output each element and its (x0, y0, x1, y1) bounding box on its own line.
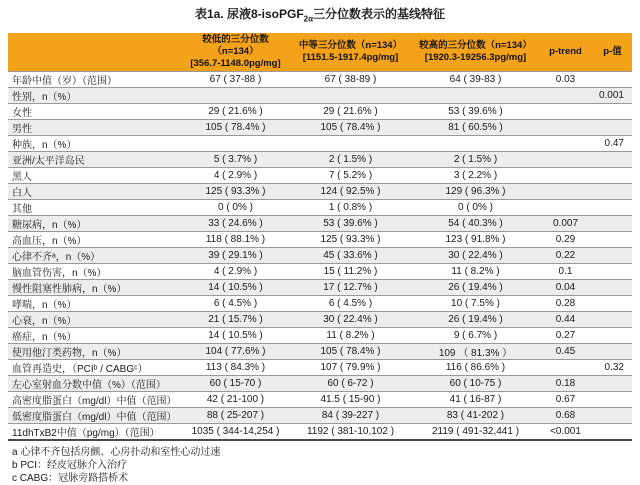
tertile1-value (183, 136, 288, 152)
tertile2-value: 29 ( 21.6% ) (323, 106, 378, 118)
tertile1-value: 1035 ( 344-14,254 ) (191, 426, 280, 438)
row-label: 血管再造史，（PCIᵇ / CABGᶜ） (12, 364, 148, 376)
p-value (593, 184, 632, 200)
p-value (593, 200, 632, 216)
tertile1-value: 88 ( 25-207 ) (206, 410, 265, 422)
tertile1-value: 33 ( 24.6% ) (208, 218, 263, 230)
table-row (8, 264, 632, 280)
table-row (8, 120, 632, 136)
tertile2-value (288, 88, 413, 104)
title-suffix: 三分位数表示的基线特征 (313, 7, 446, 21)
tertile2-value: 1 ( 0.8% ) (328, 202, 373, 214)
tertile1-value: 125 ( 93.3% ) (205, 186, 266, 198)
p-value (593, 408, 632, 424)
tertile2-value: 7 ( 5.2% ) (328, 170, 373, 182)
p-trend-value: 0.68 (555, 410, 576, 422)
tertile1-value: 42 ( 21-100 ) (206, 394, 265, 406)
table-row (8, 72, 632, 88)
tertile3-value: 64 ( 39-83 ) (449, 74, 502, 86)
p-value (593, 232, 632, 248)
row-label: 年龄中值（岁）（范围） (12, 76, 117, 88)
p-trend-value (538, 200, 593, 216)
tertile2-value: 15 ( 11.2% ) (323, 266, 378, 278)
tertile3-value: 129 ( 96.3% ) (445, 186, 506, 198)
tertile1-range: [356.7-1148.0pg/mg] (190, 58, 281, 70)
table-body (8, 72, 632, 441)
table-row (8, 408, 632, 424)
tertile1-value: 39 ( 29.1% ) (208, 250, 263, 262)
tertile1-value: 113 ( 84.3% ) (205, 362, 266, 374)
p-value (593, 168, 632, 184)
tertile2-range: [1151.5-1917.4pg/mg] (302, 52, 399, 64)
p-trend-value: 0.22 (555, 250, 576, 262)
p-value (593, 344, 632, 360)
tertile2-value: 124 ( 92.5% ) (320, 186, 381, 198)
p-value: 0.001 (598, 90, 624, 102)
p-value (593, 312, 632, 328)
p-trend-value: 0.04 (555, 282, 576, 294)
p-value (593, 264, 632, 280)
table-row (8, 88, 632, 104)
footnotes (8, 446, 632, 485)
footnote-c: c CABG：冠脉旁路搭桥术 (12, 473, 129, 485)
row-label: 脑血管伤害，n（%） (12, 268, 107, 280)
p-trend-value (538, 152, 593, 168)
table-row (8, 280, 632, 296)
tertile2-value: 30 ( 22.4% ) (323, 314, 378, 326)
tertile2-value: 53 ( 39.6% ) (323, 218, 378, 230)
p-trend-value (538, 120, 593, 136)
p-value (593, 152, 632, 168)
tertile2-value: 17 ( 12.7% ) (323, 282, 378, 294)
p-value (593, 72, 632, 88)
table-row (8, 392, 632, 408)
p-value (593, 280, 632, 296)
p-value (593, 424, 632, 441)
tertile1-value: 5 ( 3.7% ) (213, 154, 258, 166)
tertile3-value: 81 ( 60.5% ) (448, 122, 503, 134)
header-label-cell (8, 33, 183, 72)
tertile2-value: 105 ( 78.4% ) (320, 122, 381, 134)
row-label: 男性 (12, 124, 32, 136)
tertile3-value: 116 ( 86.6% ) (445, 362, 506, 374)
row-label: 左心室射血分数中值（%）（范围） (12, 380, 166, 392)
tertile3-value: 30 ( 22.4% ) (448, 250, 503, 262)
tertile3-title: 较高的三分位数（n=134） (419, 40, 532, 52)
table-row (8, 168, 632, 184)
p-trend-value: 0.45 (555, 346, 576, 358)
footnote-a: a 心律不齐包括房颤、心房扑动和室性心动过速 (12, 447, 221, 459)
tertile2-value: 125 ( 93.3% ) (320, 234, 381, 246)
row-label: 癌症，n（%） (12, 332, 77, 344)
table-header (8, 33, 632, 72)
tertile3-value: 3 ( 2.2% ) (453, 170, 498, 182)
p-trend-value: 0.29 (555, 234, 576, 246)
tertile3-value (413, 136, 538, 152)
row-label: 其他 (12, 204, 32, 216)
tertile2-value: 60 ( 6-72 ) (327, 378, 374, 390)
row-label: 种族，n（%） (12, 140, 77, 152)
p-value: 0.32 (604, 362, 624, 374)
header-tertile2-cell (288, 33, 413, 72)
p-trend-value: <0.001 (550, 426, 581, 438)
footnote-b: b PCI：经皮冠脉介入治疗 (12, 460, 128, 472)
table-header-row (8, 33, 632, 72)
table-row (8, 216, 632, 232)
table-row (8, 104, 632, 120)
header-p-trend-cell: p-trend (538, 33, 593, 72)
row-label: 高密度脂蛋白（mg/dl）中值（范围） (12, 396, 177, 408)
row-label: 白人 (12, 188, 32, 200)
tertile1-value: 21 ( 15.7% ) (208, 314, 263, 326)
tertile1-value: 104 ( 77.6% ) (205, 346, 266, 358)
table-row (8, 344, 632, 360)
p-value (593, 296, 632, 312)
row-label: 低密度脂蛋白（mg/dl）中值（范围） (12, 412, 177, 424)
tertile1-value: 105 ( 78.4% ) (205, 122, 266, 134)
tertile1-value: 60 ( 15-70 ) (209, 378, 262, 390)
p-value (593, 328, 632, 344)
table-row (8, 360, 632, 376)
table-row (8, 152, 632, 168)
tertile3-value: 2119 ( 491-32,441 ) (431, 426, 520, 438)
p-trend-value: 0.1 (558, 266, 573, 278)
p-value (593, 216, 632, 232)
tertile3-value: 9 ( 6.7% ) (453, 330, 498, 342)
p-value (593, 392, 632, 408)
tertile2-value: 105 ( 78.4% ) (320, 346, 381, 358)
tertile2-value: 6 ( 4.5% ) (328, 298, 373, 310)
table-row (8, 376, 632, 392)
title-subscript: 2α (303, 14, 314, 24)
row-label: 心律不齐ᵃ，n（%） (12, 252, 101, 264)
tertile2-value: 2 ( 1.5% ) (328, 154, 373, 166)
row-label: 亚洲/太平洋岛民 (12, 156, 85, 168)
p-value (593, 376, 632, 392)
tertile3-value: 0 ( 0% ) (457, 202, 493, 214)
tertile1-value: 14 ( 10.5% ) (208, 330, 263, 342)
p-trend-value (538, 104, 593, 120)
p-trend-value (538, 136, 593, 152)
tertile2-value: 107 ( 79.9% ) (320, 362, 381, 374)
tertile2-value: 11 ( 8.2% ) (326, 330, 375, 342)
row-label: 哮喘，n（%） (12, 300, 77, 312)
title-prefix: 表1a. 尿液8-isoPGF (194, 7, 304, 21)
tertile1-value: 4 ( 2.9% ) (213, 266, 258, 278)
row-label: 性别，n（%） (12, 92, 77, 104)
row-label: 高血压，n（%） (12, 236, 87, 248)
tertile2-value: 41.5 ( 15-90 ) (320, 394, 381, 406)
p-trend-value: 0.67 (555, 394, 576, 406)
tertile3-value: 123 ( 91.8% ) (445, 234, 506, 246)
tertile3-value: 109 （ 81.3% ） (438, 348, 513, 360)
tertile1-value: 14 ( 10.5% ) (208, 282, 263, 294)
p-trend-value (538, 168, 593, 184)
p-trend-value (538, 88, 593, 104)
p-trend-value: 0.28 (555, 298, 576, 310)
tertile3-value: 60 ( 10-75 ) (449, 378, 502, 390)
table-row (8, 328, 632, 344)
table-row (8, 136, 632, 152)
tertile2-value: 84 ( 39-227 ) (321, 410, 380, 422)
p-trend-value: 0.18 (555, 378, 576, 390)
header-tertile3-cell (413, 33, 538, 72)
tertile3-value: 53 ( 39.6% ) (448, 106, 503, 118)
table-row (8, 232, 632, 248)
tertile3-value: 41 ( 16-87 ) (449, 394, 502, 406)
row-label: 糖尿病，n（%） (12, 220, 87, 232)
tertile3-value: 11 ( 8.2% ) (451, 266, 500, 278)
tertile2-value (288, 136, 413, 152)
row-label: 心衰，n（%） (12, 316, 77, 328)
tertile2-title: 中等三分位数（n=134） (298, 40, 403, 52)
p-value (593, 120, 632, 136)
table-row (8, 424, 632, 441)
tertile3-range: [1920.3-19256.3pg/mg] (424, 52, 527, 64)
row-label: 女性 (12, 108, 32, 120)
p-trend-value: 0.007 (552, 218, 579, 230)
table-row (8, 312, 632, 328)
tertile2-value: 45 ( 33.6% ) (323, 250, 378, 262)
tertile2-value: 1192 ( 381-10,102 ) (306, 426, 395, 438)
header-tertile1-cell (183, 33, 288, 72)
tertile1-value: 6 ( 4.5% ) (213, 298, 258, 310)
p-trend-value (538, 360, 593, 376)
row-label: 11dhTxB2中值（pg/mg）（范围） (12, 428, 160, 440)
p-trend-value: 0.27 (555, 330, 576, 342)
p-value: 0.47 (604, 138, 624, 150)
table-row (8, 248, 632, 264)
p-trend-value: 0.03 (555, 74, 576, 86)
row-label: 使用他汀类药物，n（%） (12, 348, 127, 360)
tertile3-value: 54 ( 40.3% ) (448, 218, 503, 230)
tertile2-value: 67 ( 38-89 ) (324, 74, 377, 86)
tertile3-value: 26 ( 19.4% ) (448, 314, 503, 326)
header-p-value-cell: p-值 (593, 33, 632, 72)
p-value (593, 248, 632, 264)
tertile1-value: 4 ( 2.9% ) (213, 170, 258, 182)
tertile3-value: 26 ( 19.4% ) (448, 282, 503, 294)
table-row (8, 296, 632, 312)
tertile3-value: 83 ( 41-202 ) (446, 410, 505, 422)
table-title (8, 5, 632, 28)
tertile1-title: 较低的三分位数（n=134） (202, 34, 269, 58)
row-label: 慢性阻塞性肺病，n（%） (12, 284, 127, 296)
tertile1-value: 0 ( 0% ) (217, 202, 253, 214)
baseline-characteristics-table (8, 33, 632, 441)
table-row (8, 184, 632, 200)
p-value (593, 104, 632, 120)
tertile1-value: 29 ( 21.6% ) (208, 106, 263, 118)
tertile1-value: 67 ( 37-88 ) (209, 74, 262, 86)
p-trend-value (538, 184, 593, 200)
tertile3-value: 2 ( 1.5% ) (453, 154, 498, 166)
table-row (8, 200, 632, 216)
p-trend-value: 0.44 (555, 314, 576, 326)
tertile3-value (413, 88, 538, 104)
row-label: 黑人 (12, 172, 32, 184)
tertile1-value: 118 ( 88.1% ) (205, 234, 266, 246)
tertile3-value: 10 ( 7.5% ) (451, 298, 500, 310)
tertile1-value (183, 88, 288, 104)
